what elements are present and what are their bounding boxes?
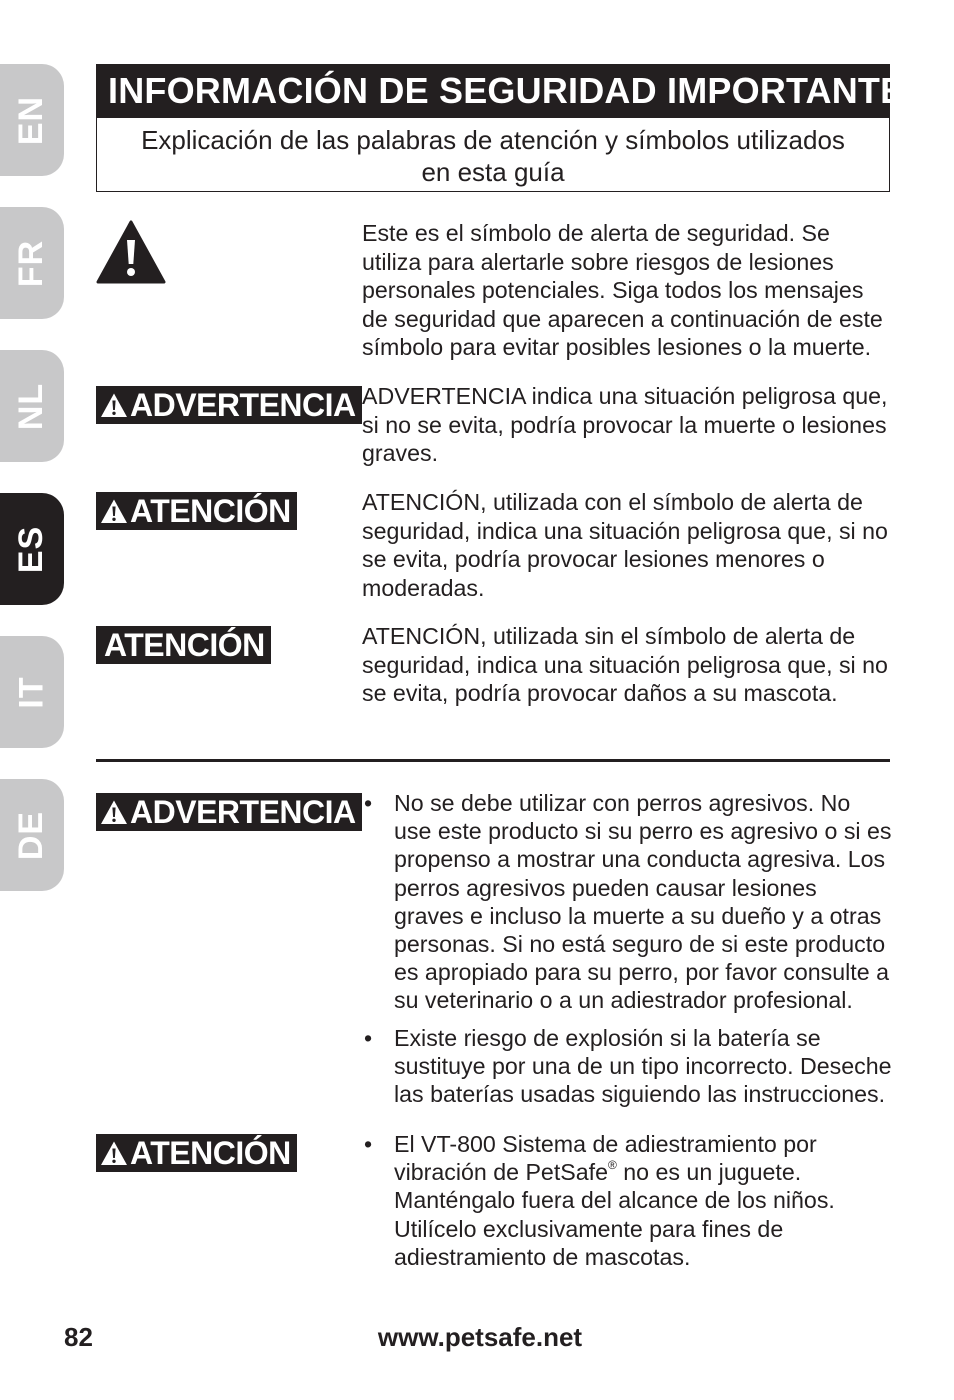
language-tab-label: FR xyxy=(12,239,51,287)
registered-mark: ® xyxy=(607,1158,617,1173)
signal-word-atencion-plain xyxy=(96,626,271,664)
list-item-text: Existe riesgo de explosión si la batería se sustituye por una de un tipo incorrecto. Deseche las baterías usadas siguiendo las instrucciones. xyxy=(394,1024,892,1108)
signal-word-label: ATENCIÓN xyxy=(130,1135,291,1171)
language-tab-es[interactable] xyxy=(0,493,64,605)
warning-triangle-icon xyxy=(96,220,166,284)
bullet: • xyxy=(364,790,373,816)
language-tab-en[interactable] xyxy=(0,64,64,176)
list-item xyxy=(362,1024,892,1109)
warning-triangle-icon xyxy=(100,498,128,524)
signal-word-atencion xyxy=(96,1134,297,1172)
signal-word-label: ATENCIÓN xyxy=(130,493,291,529)
language-tab-label: ES xyxy=(12,525,51,573)
caution-with-symbol-description: ATENCIÓN, utilizada con el símbolo de alerta de seguridad, indica una situación peligrosa que, si no se evita, podría provocar lesiones menores o moderadas. xyxy=(362,489,888,601)
cautions-list xyxy=(362,1130,892,1280)
warning-triangle-icon xyxy=(100,1140,128,1166)
section-divider xyxy=(96,759,890,762)
language-tab-label: EN xyxy=(12,95,51,145)
bullet: • xyxy=(364,1131,373,1157)
language-tab-label: NL xyxy=(12,382,51,430)
language-tab-label: DE xyxy=(12,810,51,860)
language-tab-label: IT xyxy=(12,675,51,709)
list-item-text: No se debe utilizar con perros agresivos. No use este producto si su perro es agresivo o si es propenso a mostrar una conducta agresiva. Los perros agresivos pueden causar lesiones graves e incluso la muerte a su dueño y a otras personas. Si no está seguro de si este producto es apropiado para su perro, por favor consulte a su veterinario o a un adiestrador profesional. xyxy=(394,790,892,1014)
language-tab-it[interactable] xyxy=(0,636,64,748)
language-tab-nl[interactable] xyxy=(0,350,64,462)
list-item xyxy=(362,789,892,1015)
warning-description: ADVERTENCIA indica una situación peligrosa que, si no se evita, podría provocar la muerte o lesiones graves. xyxy=(362,383,888,466)
language-tab-de[interactable] xyxy=(0,779,64,891)
signal-word-atencion xyxy=(96,492,297,530)
bullet: • xyxy=(364,1024,373,1051)
caution-without-symbol-description: ATENCIÓN, utilizada sin el símbolo de alerta de seguridad, indica una situación peligrosa que, si no se evita, podría provocar daños a su mascota. xyxy=(362,623,888,706)
list-item-text-part-2: no es un juguete. Manténgalo fuera del alcance de los niños. Utilícelo exclusivamente para fines de adiestramiento de mascotas. xyxy=(394,1159,835,1270)
warning-triangle-icon xyxy=(100,799,128,825)
signal-word-advertencia xyxy=(96,386,362,424)
alert-symbol-description: Este es el símbolo de alerta de seguridad. Se utiliza para alertarle sobre riesgos de lesiones personales potenciales. Siga todos los mensajes de seguridad que aparecen a continuación de este símbolo para evitar posibles lesiones o la muerte. xyxy=(362,220,883,360)
subtitle-line-1: Explicación de las palabras de atención y símbolos utilizados xyxy=(141,125,845,155)
signal-word-label: ADVERTENCIA xyxy=(130,387,356,423)
signal-word-advertencia xyxy=(96,793,362,831)
warnings-list xyxy=(362,789,892,1117)
warning-triangle-icon xyxy=(100,392,128,418)
signal-word-label: ADVERTENCIA xyxy=(130,794,356,830)
signal-word-label: ATENCIÓN xyxy=(104,627,265,663)
list-item xyxy=(362,1130,892,1271)
list-item-text-part-1: El VT-800 Sistema de adiestramiento por vibración de PetSafe xyxy=(394,1131,817,1186)
subtitle-line-2: en esta guía xyxy=(421,157,565,187)
website-link[interactable]: www.petsafe.net xyxy=(377,1322,583,1352)
page-subtitle xyxy=(96,118,890,192)
language-tab-fr[interactable] xyxy=(0,207,64,319)
page-number: 82 xyxy=(64,1322,93,1352)
page-title: INFORMACIÓN DE SEGURIDAD IMPORTANTE xyxy=(96,64,890,118)
